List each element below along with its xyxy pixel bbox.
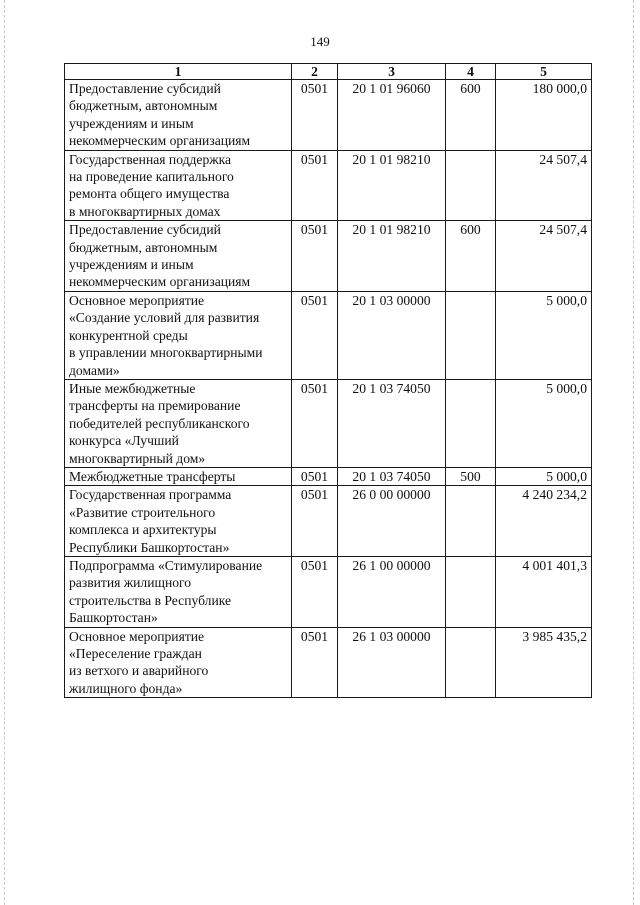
row-name-cell: Основное мероприятие «Создание условий для развития конкурентной среды в управлении многоквартирными домами» bbox=[65, 291, 292, 379]
page-edge-line-right bbox=[633, 0, 634, 905]
row-amount-cell: 180 000,0 bbox=[496, 80, 592, 151]
header-col-3: 3 bbox=[338, 64, 446, 80]
row-section-cell: 0501 bbox=[292, 556, 338, 627]
header-col-5: 5 bbox=[496, 64, 592, 80]
row-section-cell: 0501 bbox=[292, 486, 338, 557]
row-target-cell: 20 1 03 74050 bbox=[338, 467, 446, 485]
row-amount-cell: 24 507,4 bbox=[496, 150, 592, 221]
table-body bbox=[65, 80, 592, 698]
row-type-cell: 500 bbox=[446, 467, 496, 485]
table-row bbox=[65, 627, 592, 698]
table-row bbox=[65, 221, 592, 292]
row-type-cell bbox=[446, 486, 496, 557]
row-target-cell: 20 1 01 98210 bbox=[338, 221, 446, 292]
row-section-cell: 0501 bbox=[292, 221, 338, 292]
table-row bbox=[65, 80, 592, 151]
header-col-1: 1 bbox=[65, 64, 292, 80]
header-col-4: 4 bbox=[446, 64, 496, 80]
table-row bbox=[65, 291, 592, 379]
row-section-cell: 0501 bbox=[292, 150, 338, 221]
row-target-cell: 26 1 03 00000 bbox=[338, 627, 446, 698]
row-type-cell bbox=[446, 150, 496, 221]
row-type-cell bbox=[446, 627, 496, 698]
row-amount-cell: 3 985 435,2 bbox=[496, 627, 592, 698]
row-section-cell: 0501 bbox=[292, 80, 338, 151]
row-amount-cell: 5 000,0 bbox=[496, 291, 592, 379]
row-name-cell: Подпрограмма «Стимулирование развития жилищного строительства в Республике Башкортостан» bbox=[65, 556, 292, 627]
row-target-cell: 20 1 01 96060 bbox=[338, 80, 446, 151]
row-target-cell: 20 1 03 74050 bbox=[338, 379, 446, 467]
row-amount-cell: 5 000,0 bbox=[496, 467, 592, 485]
table-row bbox=[65, 556, 592, 627]
row-type-cell: 600 bbox=[446, 80, 496, 151]
row-amount-cell: 4 001 401,3 bbox=[496, 556, 592, 627]
row-target-cell: 20 1 03 00000 bbox=[338, 291, 446, 379]
row-type-cell bbox=[446, 379, 496, 467]
row-amount-cell: 4 240 234,2 bbox=[496, 486, 592, 557]
row-type-cell bbox=[446, 556, 496, 627]
row-type-cell: 600 bbox=[446, 221, 496, 292]
row-amount-cell: 24 507,4 bbox=[496, 221, 592, 292]
table-row bbox=[65, 467, 592, 485]
table-row bbox=[65, 486, 592, 557]
row-section-cell: 0501 bbox=[292, 379, 338, 467]
page-edge-line-left bbox=[4, 0, 5, 905]
row-amount-cell: 5 000,0 bbox=[496, 379, 592, 467]
row-name-cell: Государственная программа «Развитие строительного комплекса и архитектуры Республики Башкортостан» bbox=[65, 486, 292, 557]
row-name-cell: Основное мероприятие «Переселение граждан из ветхого и аварийного жилищного фонда» bbox=[65, 627, 292, 698]
row-target-cell: 26 1 00 00000 bbox=[338, 556, 446, 627]
row-name-cell: Предоставление субсидий бюджетным, автономным учреждениям и иным некоммерческим организациям bbox=[65, 80, 292, 151]
row-type-cell bbox=[446, 291, 496, 379]
table-row bbox=[65, 150, 592, 221]
row-name-cell: Межбюджетные трансферты bbox=[65, 467, 292, 485]
row-section-cell: 0501 bbox=[292, 467, 338, 485]
row-section-cell: 0501 bbox=[292, 291, 338, 379]
row-section-cell: 0501 bbox=[292, 627, 338, 698]
row-name-cell: Иные межбюджетные трансферты на премирование победителей республиканского конкурса «Лучший многоквартирный дом» bbox=[65, 379, 292, 467]
table-header-row bbox=[65, 64, 592, 80]
table-row bbox=[65, 379, 592, 467]
row-name-cell: Государственная поддержка на проведение капитального ремонта общего имущества в многоквартирных домах bbox=[65, 150, 292, 221]
row-name-cell: Предоставление субсидий бюджетным, автономным учреждениям и иным некоммерческим организациям bbox=[65, 221, 292, 292]
row-target-cell: 20 1 01 98210 bbox=[338, 150, 446, 221]
page-number: 149 bbox=[310, 34, 330, 49]
budget-table bbox=[64, 63, 592, 698]
header-col-2: 2 bbox=[292, 64, 338, 80]
row-target-cell: 26 0 00 00000 bbox=[338, 486, 446, 557]
